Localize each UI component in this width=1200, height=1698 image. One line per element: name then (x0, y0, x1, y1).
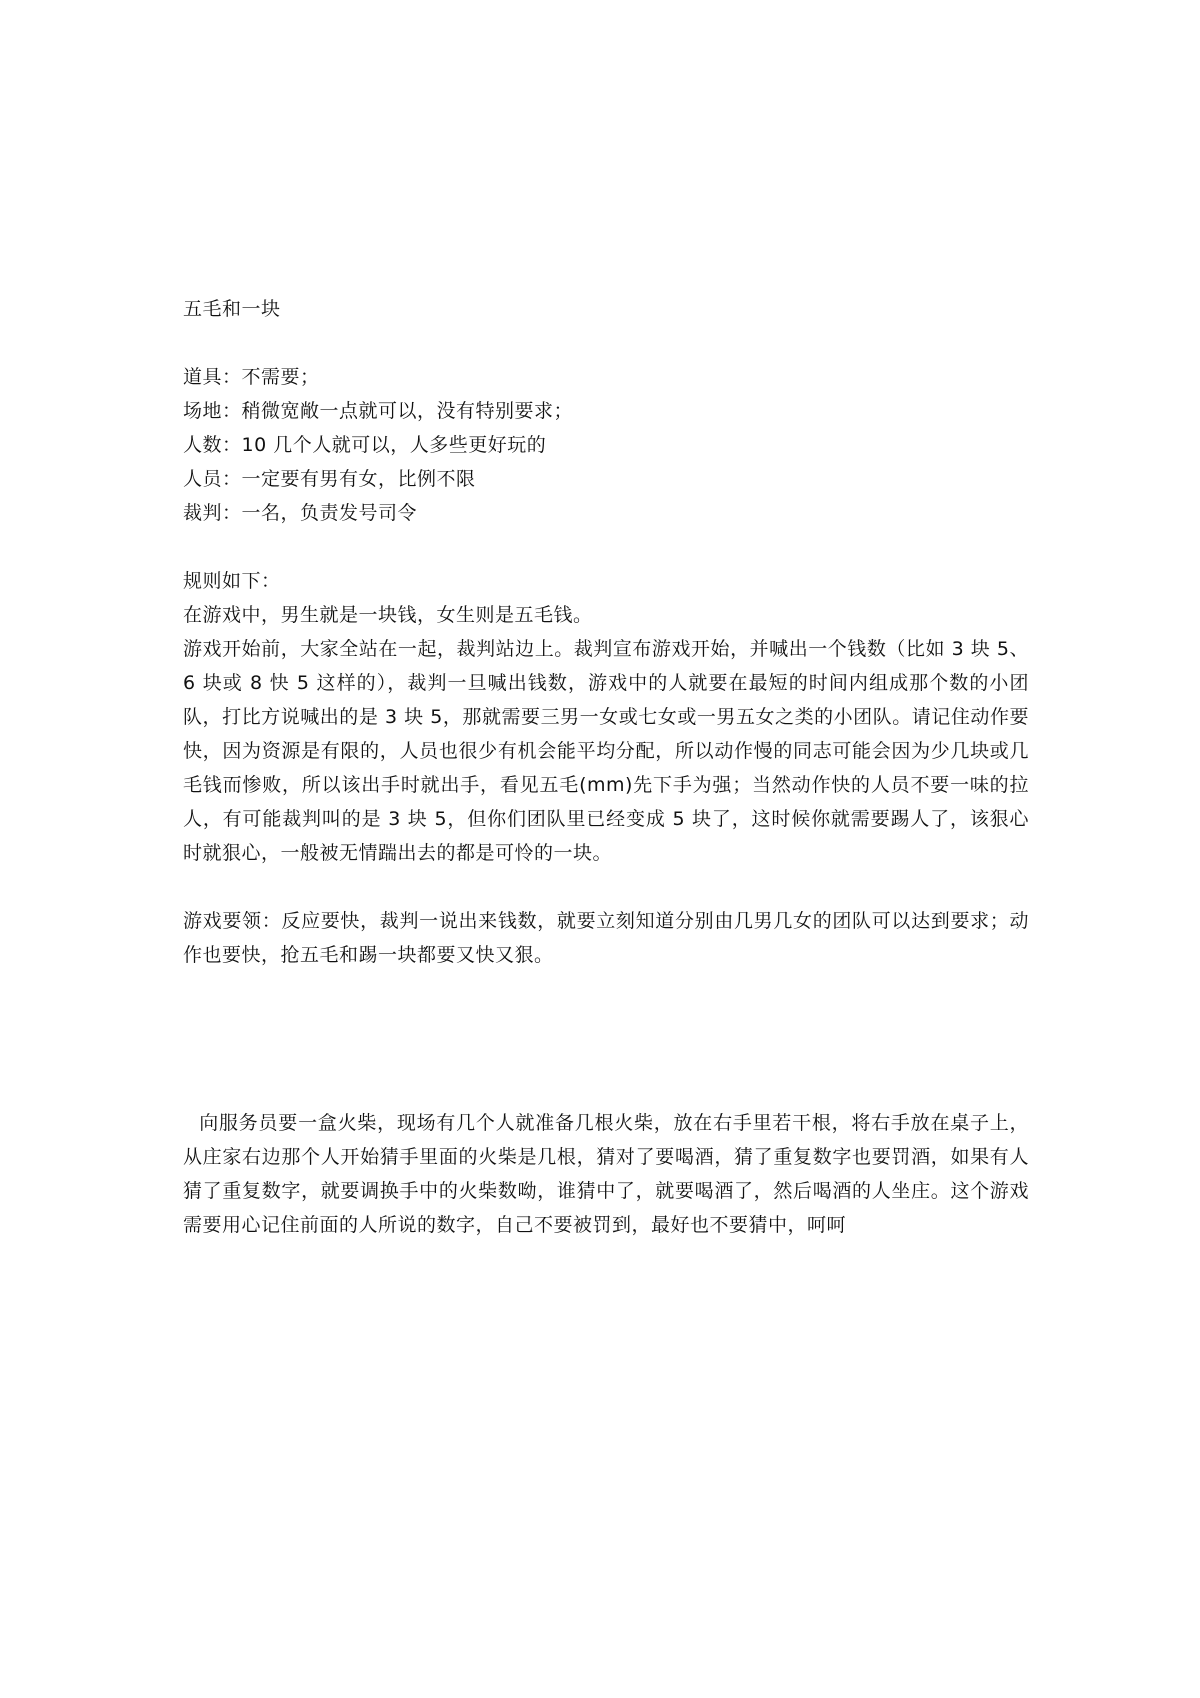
spacer (183, 326, 1029, 360)
members-line: 人员：一定要有男有女，比例不限 (183, 468, 476, 490)
spacer (183, 530, 1029, 564)
referee-line: 裁判：一名，负责发号司令 (183, 502, 418, 524)
props-line: 道具：不需要； (183, 366, 320, 388)
tips-paragraph: 游戏要领：反应要快，裁判一说出来钱数，就要立刻知道分别由几男几女的团队可以达到要求；动作也要快，抢五毛和踢一块都要又快又狠。 (183, 910, 1029, 966)
spacer (183, 870, 1029, 904)
rules-heading: 规则如下： (183, 570, 281, 592)
people-count-line: 人数：10 几个人就可以，人多些更好玩的 (183, 434, 547, 456)
game-section-five-mao (183, 292, 1029, 972)
document-title: 五毛和一块 (183, 298, 281, 320)
rules-line: 在游戏中，男生就是一块钱，女生则是五毛钱。 (183, 604, 593, 626)
rules-body: 游戏开始前，大家全站在一起，裁判站边上。裁判宣布游戏开始，并喊出一个钱数（比如 3 块 5、6 块或 8 快 5 这样的），裁判一旦喊出钱数，游戏中的人就要在最短的时间内组成那个数的小团队，打比方说喊出的是 3 块 5，那就需要三男一女或七女或一男五女之类的小团队。请记住动作要快，因为资源是有限的，人员也很少有机会能平均分配，所以动作慢的同志可能会因为少几块或几毛钱而惨败，所以该出手时就出手，看见五毛(mm)先下手为强；当然动作快的人员不要一味的拉人，有可能裁判叫的是 3 块 5，但你们团队里已经变成 5 块了，这时候你就需要踢人了，该狠心时就狠心，一般被无情踹出去的都是可怜的一块。 (183, 638, 1029, 864)
matches-paragraph: 向服务员要一盒火柴，现场有几个人就准备几根火柴，放在右手里若干根，将右手放在桌子上，从庄家右边那个人开始猜手里面的火柴是几根，猜对了要喝酒，猜了重复数字也要罚酒，如果有人猜了重复数字，就要调换手中的火柴数呦，谁猜中了，就要喝酒了，然后喝酒的人坐庄。这个游戏需要用心记住前面的人所说的数字，自己不要被罚到，最好也不要猜中，呵呵 (183, 1112, 1029, 1236)
game-section-matches (183, 1106, 1029, 1242)
venue-line: 场地：稍微宽敞一点就可以，没有特别要求； (183, 400, 574, 422)
